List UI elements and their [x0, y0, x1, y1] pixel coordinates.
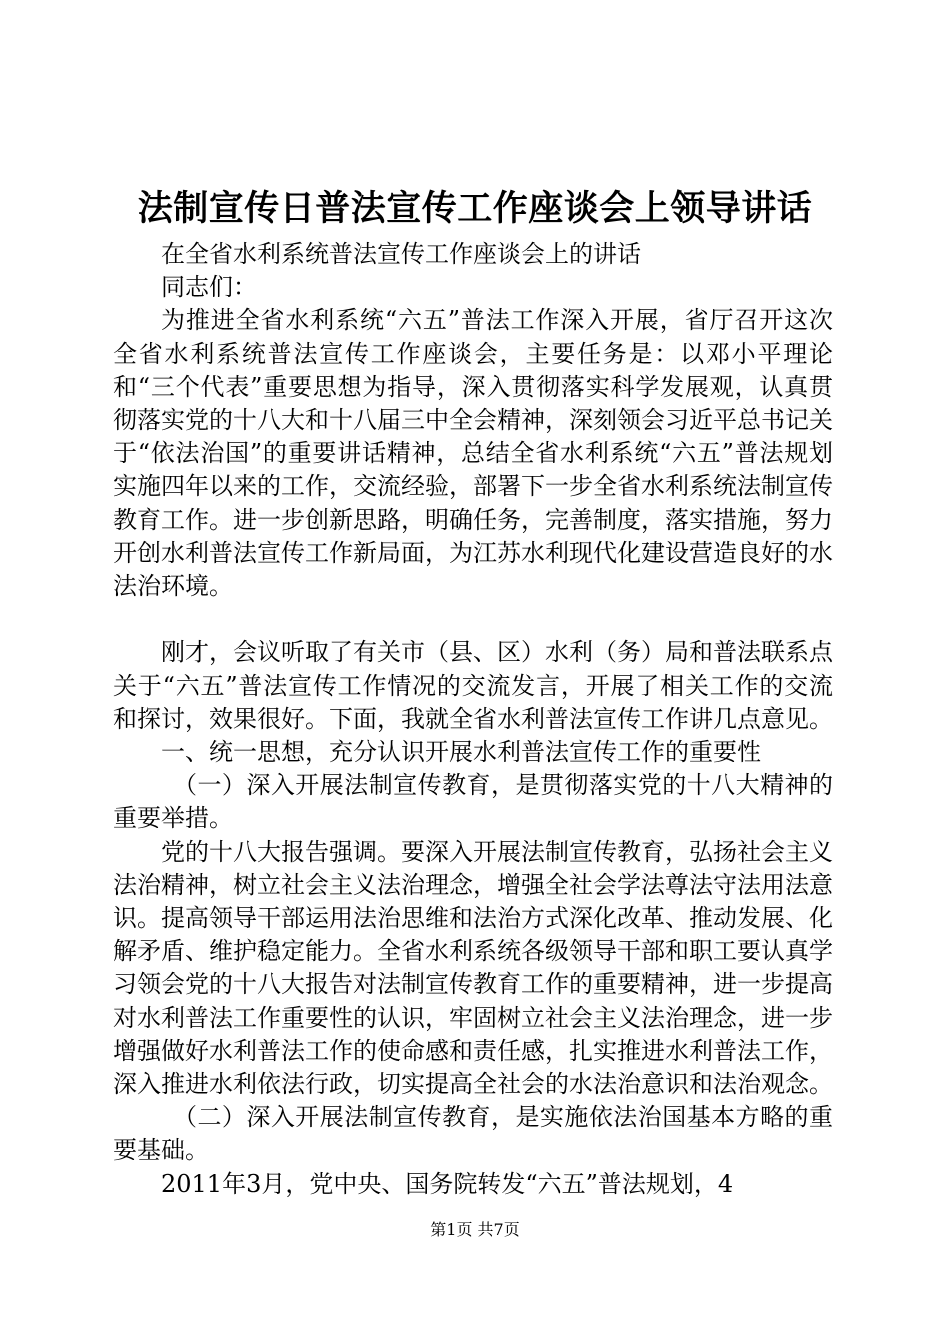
- subsection-heading-2: （二）深入开展法制宣传教育，是实施依法治国基本方略的重要基础。: [113, 1103, 833, 1165]
- paragraph-intro: 为推进全省水利系统“六五”普法工作深入开展，省厅召开这次全省水利系统普法宣传工作座谈会，主要任务是：以邓小平理论和“三个代表”重要思想为指导，深入贯彻落实科学发展观，认真贯彻落实党的十八大和十八届三中全会精神，深刻领会习近平总书记关于“依法治国”的重要讲话精神，总结全省水利系统“六五”普法规划实施四年以来的工作，交流经验，部署下一步全省水利系统法制宣传教育工作。进一步创新思路，明确任务，完善制度，落实措施，努力开创水利普法宣传工作新局面，为江苏水利现代化建设营造良好的水法治环境。: [113, 306, 833, 601]
- document-body: [113, 238, 833, 1201]
- paragraph-meeting-review: 刚才，会议听取了有关市（县、区）水利（务）局和普法联系点关于“六五”普法宣传工作情况的交流发言，开展了相关工作的交流和探讨，效果很好。下面，我就全省水利普法宣传工作讲几点意见。: [113, 638, 833, 733]
- paragraph-2011: 2011年3月，党中央、国务院转发“六五”普法规划，4: [161, 1169, 734, 1198]
- speech-subtitle: 在全省水利系统普法宣传工作座谈会上的讲话: [161, 240, 641, 268]
- document-title: 法制宣传日普法宣传工作座谈会上领导讲话: [137, 188, 813, 229]
- section-heading-1: 一、统一思想，充分认识开展水利普法宣传工作的重要性: [161, 738, 761, 767]
- salutation: 同志们：: [161, 273, 257, 302]
- subsection-heading-1: （一）深入开展法制宣传教育，是贯彻落实党的十八大精神的重要举措。: [113, 771, 833, 833]
- page-number: 第1页 共7页: [430, 1220, 520, 1239]
- paragraph-eighteenth-congress: 党的十八大报告强调。要深入开展法制宣传教育，弘扬社会主义法治精神，树立社会主义法治理念，增强全社会学法尊法守法用法意识。提高领导干部运用法治思维和法治方式深化改革、推动发展、化解矛盾、维护稳定能力。全省水利系统各级领导干部和职工要认真学习领会党的十八大报告对法制宣传教育工作的重要精神，进一步提高对水利普法工作重要性的认识，牢固树立社会主义法治理念，进一步增强做好水利普法工作的使命感和责任感，扎实推进水利普法工作，深入推进水利依法行政，切实提高全社会的水法治意识和法治观念。: [113, 837, 833, 1099]
